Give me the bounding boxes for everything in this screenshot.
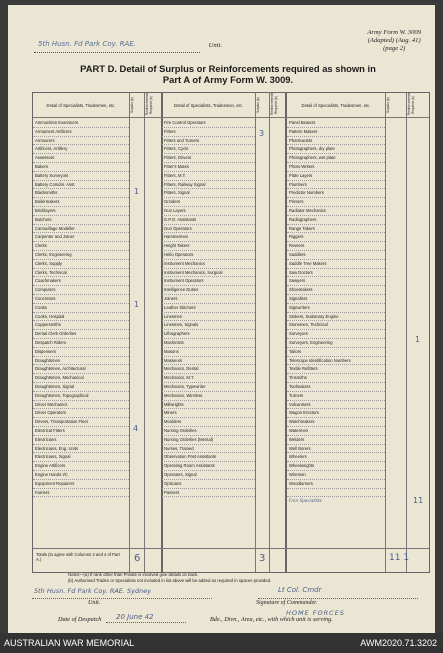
col2-surplus-header: Surplus (a) (256, 97, 260, 113)
table-row: Fitters, Signal (162, 189, 255, 198)
mark-engine-artificers: 4 (133, 424, 139, 433)
table-row: Carpenter and Joiner (33, 233, 129, 242)
table-row: Fitters, Cycle (162, 145, 255, 154)
col1-reinf-header: Reinforcements Required (b) (145, 92, 153, 115)
table-row: Gun Layers (162, 207, 255, 216)
table-row: Wagon Erectors (287, 409, 385, 418)
table-row: Draughtsmen, Architectural (33, 365, 129, 374)
table-row: Cooks, Hospital (33, 313, 129, 322)
form-line-2: (Adapted) (Aug. 41) (367, 37, 421, 44)
table-row: Saddle Tree Makers (287, 260, 385, 269)
table-row: Electrical Fitters (33, 427, 129, 436)
table-row: Vulcanisers (287, 401, 385, 410)
table-row: Observation Post Assistants (162, 453, 255, 462)
divider (144, 93, 145, 572)
table-row: Textile Refitters (287, 365, 385, 374)
table-row: Toolmakers (287, 383, 385, 392)
table-row: Helio Operators (162, 251, 255, 260)
date-field (106, 622, 186, 623)
table-row: Draughtsmen, Signal (33, 383, 129, 392)
table-row: Height Takers (162, 242, 255, 251)
unit-signature-label: Unit. (88, 600, 101, 606)
table-row: Mechanics, Typewriter (162, 383, 255, 392)
table-row: Signallers (287, 295, 385, 304)
table-row: Armament Artificers (33, 128, 129, 137)
note-a: Notes—(a) If rank other than Private is involved give details on back. (68, 572, 199, 577)
col1-header: Detail of Specialists, Tradesmen, etc. (46, 102, 116, 108)
table-row: Machinists (162, 339, 255, 348)
table-row: Electricians (33, 436, 129, 445)
table-row: Grinders (162, 198, 255, 207)
form-line-1: Army Form W. 3009 (367, 29, 421, 36)
unit-field (34, 40, 222, 53)
table-row: Fitter's Mates (162, 163, 255, 172)
table-row: Gun Operators (162, 225, 255, 234)
table-row: Tinsmiths (287, 374, 385, 383)
table-row: Draughtsmen, Mechanical (33, 374, 129, 383)
form-line-3: (page 2) (383, 45, 406, 52)
table-row: Coppersmiths (33, 321, 129, 330)
footer-left: AUSTRALIAN WAR MEMORIAL (4, 638, 135, 648)
title-line-2: Part A of Army Form W. 3009. (162, 74, 294, 85)
table-row: Clerks, Supply (33, 260, 129, 269)
table-row: Painters (162, 489, 255, 498)
table-row: Photographers, wet plate (287, 154, 385, 163)
table-row: Instrument Operators (162, 277, 255, 286)
total-col2: 3 (259, 553, 266, 564)
table-row: Masseurs (162, 357, 255, 366)
table-row: Armourers (33, 137, 129, 146)
table-row: Computers (33, 286, 129, 295)
table-row: Photographers, dry plate (287, 145, 385, 154)
table-row: Saw Doctors (287, 269, 385, 278)
note-b: (b) Authorised Trades or Specialists not included in list above will be added as required in spaces provided. (68, 578, 272, 583)
date-label: Date of Despatch (58, 616, 102, 623)
mark-pattern-makers: 3 (259, 129, 265, 138)
table-row: Operators, Signal (162, 471, 255, 480)
table-row: Photo-Writers (287, 163, 385, 172)
footer-bar (0, 633, 443, 653)
table-row: Clerks (33, 242, 129, 251)
divider (269, 93, 270, 572)
divider (129, 93, 130, 572)
part-title (58, 63, 398, 85)
table-row: Turners (287, 392, 385, 401)
table-row: Riggers (287, 233, 385, 242)
table-row: Plumbers (287, 181, 385, 190)
table-row: Pattern Makers (287, 128, 385, 137)
table-row: Fire Control Operators (162, 119, 255, 128)
table-row: Clerks, Technical (33, 269, 129, 278)
table-row: Fitters, Drivers (162, 154, 255, 163)
mark-blacksmiths: 1 (134, 187, 140, 196)
col3-header: Detail of Specialists, Tradesmen, etc. (301, 102, 371, 108)
table-row: Nursing Orderlies (Mental) (162, 436, 255, 445)
table-row: Concretors (33, 295, 129, 304)
col2-header: Detail of Specialists, Tradesmen, etc. (174, 102, 243, 108)
table-row: Coachmakers (33, 277, 129, 286)
table-row: Battery Comdrs. Asst. (33, 181, 129, 190)
totals-label: Totals (to agree with Columns 3 and 4 of Part A.) (36, 552, 120, 562)
table-row: Bricklayers (33, 207, 129, 216)
table-row: Sawyers (287, 277, 385, 286)
mark-surveyors-eng: 1 (415, 335, 421, 344)
unit-signature-hw: 5th Husn. Fd Park Coy. RAE. Sydney (34, 587, 152, 595)
table-row: Shoemakers (287, 286, 385, 295)
table-row: Driver Mechanics (33, 401, 129, 410)
commander-signature-field (258, 588, 418, 599)
table-row: Equipment Repairers (33, 480, 129, 489)
table-row: Farriers (33, 489, 129, 498)
unit-label: Unit. (208, 42, 222, 49)
table-row: Nursing Orderlies (162, 427, 255, 436)
table-row: Fitters (162, 128, 255, 137)
extra-entry-value: 11 (413, 496, 424, 505)
table-row: Stokers, Stationary Engine (287, 313, 385, 322)
table-row: Fitters, M.T. (162, 172, 255, 181)
table-row: Assessors (33, 154, 129, 163)
bde-label: Bde., Divn., Area, etc., with which unit is serving. (210, 616, 333, 623)
table-row: Wiremen (287, 471, 385, 480)
table-row: Intelligence Duties (162, 286, 255, 295)
table-row: Blacksmiths (33, 189, 129, 198)
table-row: Well Borers (287, 445, 385, 454)
table-row: Surveyors (287, 330, 385, 339)
table-row: Driver Operators (33, 409, 129, 418)
table-row: Mechanics, M.T. (162, 374, 255, 383)
date-handwritten: 20 June 42 (116, 613, 154, 621)
table-row: Draughtsmen, Topographical (33, 392, 129, 401)
table-row: Millwrights (162, 401, 255, 410)
table-row: Welders (287, 436, 385, 445)
table-row: Battery Surveyors (33, 172, 129, 181)
table-row: Dispensers (33, 348, 129, 357)
mark-cooks: 1 (134, 300, 140, 309)
table-row: Signwriters (287, 304, 385, 313)
table-row: Tailors (287, 348, 385, 357)
col2-reinf-header: Reinforcements Required (b) (270, 92, 278, 115)
divider (385, 93, 386, 572)
table-row: Watermen (287, 427, 385, 436)
table-row: Lithographers (162, 330, 255, 339)
table-row: Fitters and Turners (162, 137, 255, 146)
table-row: Hammermen (162, 233, 255, 242)
table-row: Bakers (33, 163, 129, 172)
table-row: Nurses, Trained (162, 445, 255, 454)
table-row: Stonemen, Technical (287, 321, 385, 330)
title-line-1: PART D. Detail of Surplus or Reinforcements required as shown in (80, 63, 376, 74)
table-row: Surveyors, Engineering (287, 339, 385, 348)
total-col3: 11 1 (389, 553, 410, 563)
col3-surplus-header: Surplus (a) (386, 97, 390, 113)
table-row: Telescope Identification Numbers (287, 357, 385, 366)
table-row: Joiners (162, 295, 255, 304)
table-row: Draughtsmen (33, 357, 129, 366)
table-row: Leather Stitchers (162, 304, 255, 313)
table-row: Camouflage Modeller (33, 225, 129, 234)
table-row: G.P.O. Assistants (162, 216, 255, 225)
table-row: Pharmacists (287, 137, 385, 146)
form-number (367, 29, 421, 53)
total-col1: 6 (134, 553, 141, 564)
table-row: Wheelers (287, 453, 385, 462)
table-row: Watchmakers (287, 418, 385, 427)
table-row: Panel Beaters (287, 119, 385, 128)
table-row: Engine Hands I/C (33, 471, 129, 480)
footer-right: AWM2020.71.3202 (360, 638, 437, 648)
divider (406, 93, 407, 572)
table-row: Clerks, Engineering (33, 251, 129, 260)
divider (255, 93, 256, 572)
table-row: Masons (162, 348, 255, 357)
unit-handwritten: 5th Husn. Fd Park Coy. RAE. (38, 40, 136, 48)
table-row: Opticians (162, 480, 255, 489)
table-row: Dental Clerk Orderlies (33, 330, 129, 339)
table-row: Electricians, Signal (33, 453, 129, 462)
extra-entry-text: Fmn Specialists (289, 498, 322, 503)
table-row: Instrument Mechanics (162, 260, 255, 269)
notes (68, 572, 271, 584)
table-row: Wheelwrights (287, 462, 385, 471)
table-row: Miners (162, 409, 255, 418)
commander-signature-hw: Lt Col. Cmdr (278, 586, 322, 594)
form-page (8, 5, 435, 633)
table-row: Mechanics, Wireless (162, 392, 255, 401)
table-row: Printers (287, 198, 385, 207)
table-row: Fitters, Railway Signal (162, 181, 255, 190)
col3-reinf-header: Reinforcements Required (b) (407, 92, 415, 115)
specialists-table (32, 92, 430, 573)
table-row: Ammunition Examiners (33, 119, 129, 128)
table-row: Range Takers (287, 225, 385, 234)
extra-entry (287, 497, 385, 506)
table-row: Plate Layers (287, 172, 385, 181)
table-row: Mechanics, Dental (162, 365, 255, 374)
table-row: Predictor Numbers (287, 189, 385, 198)
col1-surplus-header: Surplus (a) (130, 97, 134, 113)
table-row: Woodturners (287, 480, 385, 489)
hq-handwritten: HOME FORCES (286, 609, 345, 617)
table-row: Radiator Mechanics (287, 207, 385, 216)
table-row: Operating Room Assistants (162, 462, 255, 471)
table-row: Riveters (287, 242, 385, 251)
table-row: Engine Artificers (33, 462, 129, 471)
table-row: Artificers, Artillery (33, 145, 129, 154)
table-row: Instrument Mechanics, Surgical (162, 269, 255, 278)
header-divider (33, 117, 429, 118)
table-row: Boilermakers (33, 198, 129, 207)
table-row: Saddlers (287, 251, 385, 260)
unit-signature-field (32, 588, 212, 599)
table-row: Electricians, Eng. Units (33, 445, 129, 454)
table-row: Linesmen (162, 313, 255, 322)
commander-signature-label: Signature of Commander. (256, 600, 318, 606)
table-row: Despatch Riders (33, 339, 129, 348)
table-row: Cooks (33, 304, 129, 313)
table-row: Butchers (33, 216, 129, 225)
totals-divider (33, 548, 429, 549)
table-row: Drivers, Transportation Fleet (33, 418, 129, 427)
table-row: Linesmen, Signals (162, 321, 255, 330)
table-row: Radiographers (287, 216, 385, 225)
table-row: Moulders (162, 418, 255, 427)
